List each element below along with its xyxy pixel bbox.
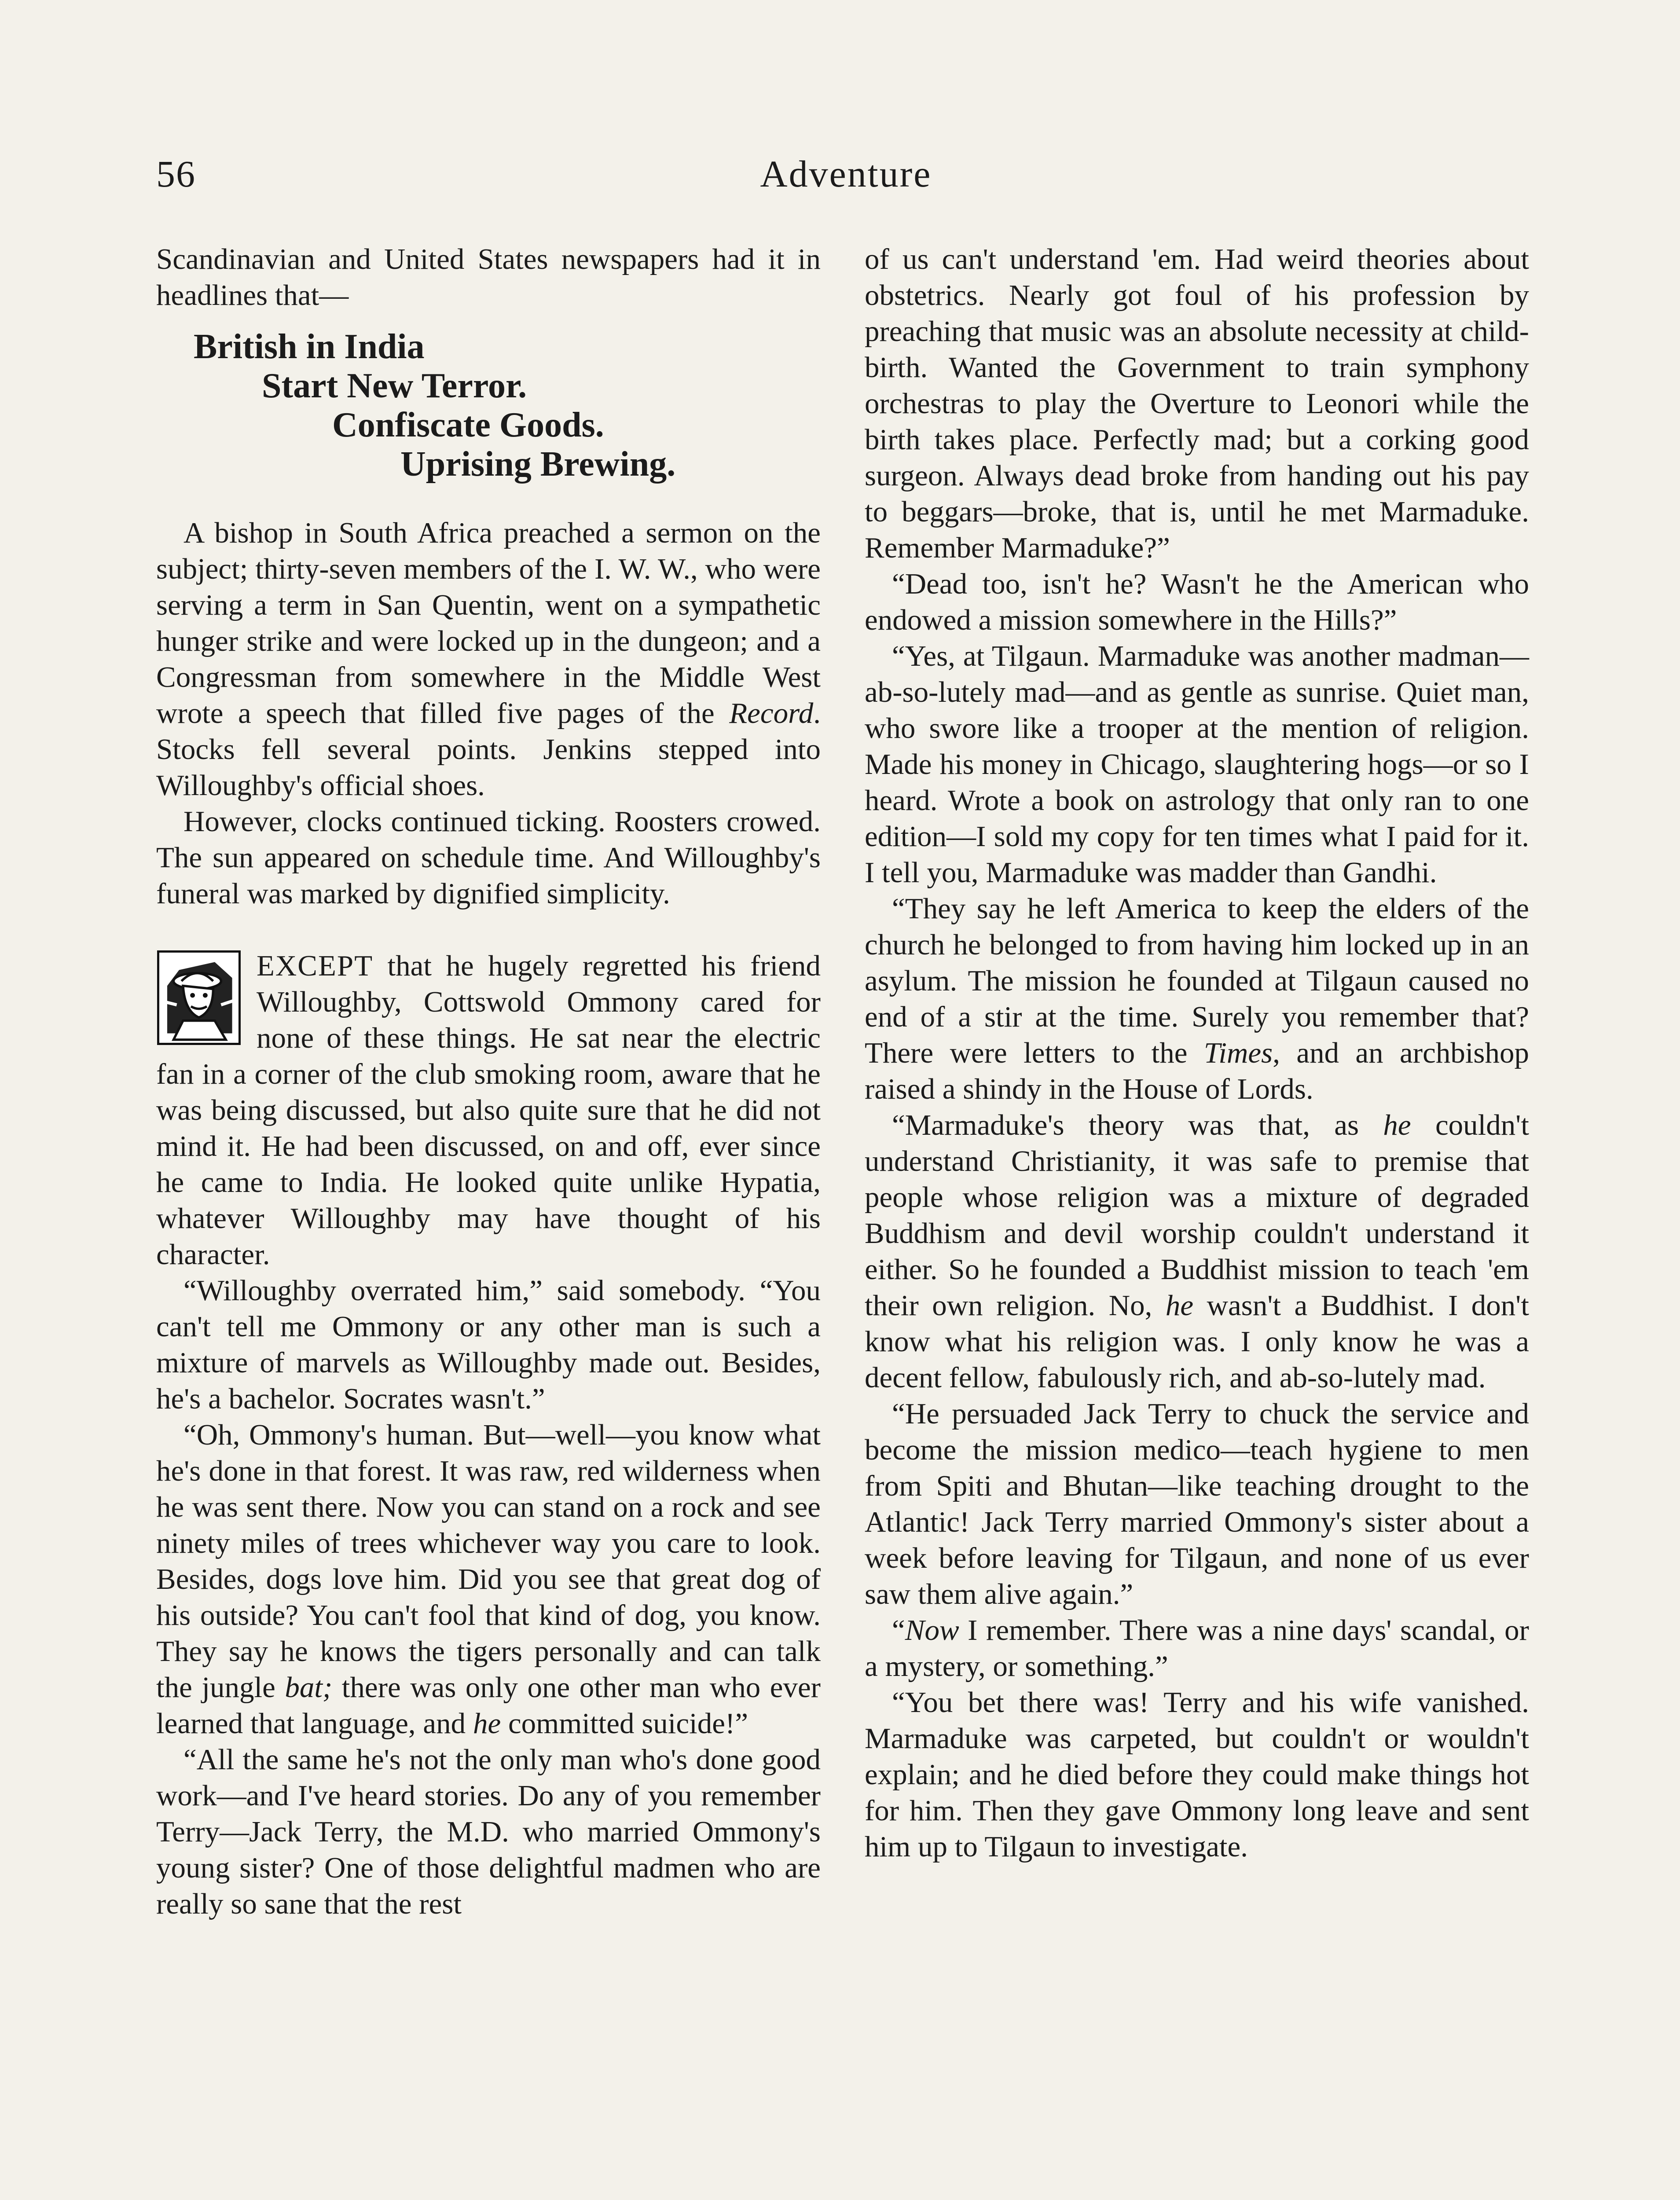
paragraph: “All the same he's not the only man who's done good work—and I've heard stories. Do any of you remember Terry—Jack Terry, the M.D. who married Ommony's young sister? One of those delightful madmen who are really so sane that the rest — [156, 1743, 821, 1920]
paragraph: “Willoughby overrated him,” said somebody. “You can't tell me Ommony or any other man is such a mixture of marvels as Willoughby made out. Besides, he's a bachelor. Socrates wasn't.” — [156, 1274, 821, 1415]
paragraph: “Dead too, isn't he? Wasn't he the American who endowed a mission somewhere in the Hills?” — [865, 568, 1529, 636]
left-column — [156, 241, 821, 1922]
newspaper-headline — [156, 327, 821, 484]
paragraph: “Yes, at Tilgaun. Marmaduke was another madman—ab-so-lutely mad—and as gentle as sunrise. Quiet man, who swore like a trooper at the mention of religion. Made his money in Chicago, slaughtering hogs—or so I heard. Wrote a book on astrology that only ran to one edition—I sold my copy for ten times what I paid for it. I tell you, Marmaduke was madder than Gandhi. — [865, 640, 1529, 889]
paragraph: However, clocks continued ticking. Roosters crowed. The sun appeared on schedule time. And Willoughby's funeral was marked by dignified simplicity. — [156, 805, 821, 910]
section-opening — [156, 948, 821, 1272]
running-title: Adventure — [760, 153, 932, 195]
paragraph: “You bet there was! Terry and his wife vanished. Marmaduke was carpeted, but couldn't or wouldn't explain; and he died before they could make things hot for him. Then they gave Ommony long leave and sent him up to Tilgaun to investigate. — [865, 1686, 1529, 1863]
paragraph: Scandinavian and United States newspapers had it in headlines that— — [156, 243, 821, 312]
decorative-dropcap-illustration-icon — [157, 950, 241, 1045]
paragraph: “Now I remember. There was a nine days' scandal, or a mystery, or something.” — [865, 1614, 1529, 1683]
paragraph: “Oh, Ommony's human. But—well—you know what he's done in that forest. It was raw, red wilderness when he was sent there. Now you can stand on a rock and see ninety miles of trees whichever way you care to look. Besides, dogs love him. Did you see that great dog of his outside? You can't fool that kind of dog, you know. They say he knows the tigers personally and can talk the jungle bat; there was only one other man who ever learned that language, and he committed suicide!” — [156, 1419, 821, 1740]
paragraph: of us can't understand 'em. Had weird theories about obstetrics. Nearly got foul of his profession by preaching that music was an absolute necessity at child-birth. Wanted the Government to train symphony orchestras to play the Overture to Leonori while the birth takes place. Perfectly mad; but a corking good surgeon. Always dead broke from handing out his pay to beggars—broke, that is, until he met Marmaduke. Remember Marmaduke?” — [865, 243, 1529, 564]
paragraph: “Marmaduke's theory was that, as he couldn't understand Christianity, it was safe to premise that people whose religion was a mixture of degraded Buddhism and devil worship couldn't understand it either. So he founded a Buddhist mission to teach 'em their own religion. No, he wasn't a Buddhist. I don't know what his religion was. I only know he was a decent fellow, fabulously rich, and ab-so-lutely mad. — [865, 1109, 1529, 1394]
headline-line: Confiscate Goods. — [332, 406, 604, 444]
page-number: 56 — [156, 153, 196, 195]
headline-line: Uprising Brewing. — [400, 445, 676, 484]
right-column — [865, 241, 1529, 1865]
paragraph: “He persuaded Jack Terry to chuck the service and become the mission medico—teach hygiene to men from Spiti and Bhutan—like teaching drought to the Atlantic! Jack Terry married Ommony's sister about a week before leaving for Tilgaun, and none of us ever saw them alive again.” — [865, 1397, 1529, 1610]
paragraph: “They say he left America to keep the elders of the church he belonged to from having him locked up in an asylum. The mission he founded at Tilgaun caused no end of a stir at the time. Surely you remember that? There were letters to the Times, and an archbishop raised a shindy in the House of Lords. — [865, 892, 1530, 1105]
headline-line: British in India — [194, 327, 425, 366]
page-header — [156, 152, 1536, 213]
headline-line: Start New Terror. — [262, 367, 527, 405]
paragraph: EXCEPT that he hugely regretted his friend Willoughby, Cottswold Ommony cared for none of these things. He sat near the electric fan in a corner of the club smoking room, aware that he was being discussed, but also quite sure that he did not mind it. He had been discussed, on and off, ever since he came to India. He looked quite unlike Hypatia, whatever Willoughby may have thought of his character. — [156, 950, 821, 1271]
paragraph: A bishop in South Africa preached a sermon on the subject; thirty-seven members of the I. W. W., who were serving a term in San Quentin, went on a sympathetic hunger strike and were locked up in the dungeon; and a Congressman from somewhere in the Middle West wrote a speech that filled five pages of the Record. Stocks fell several points. Jenkins stepped into Willoughby's official shoes. — [156, 517, 821, 802]
